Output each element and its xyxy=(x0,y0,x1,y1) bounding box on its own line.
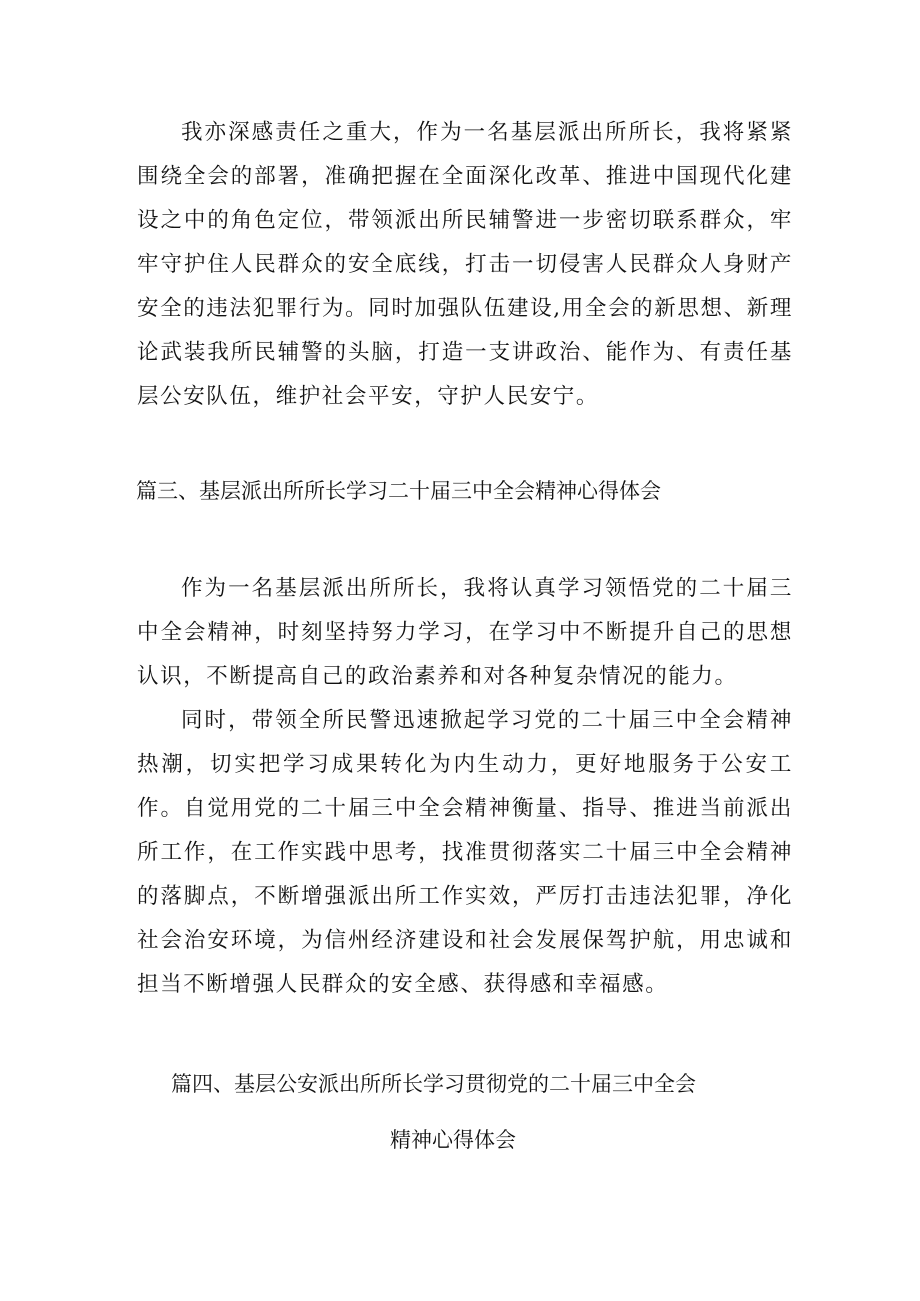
section-heading-4-line-1: 篇四、基层公安派出所所长学习贯彻党的二十届三中全会 xyxy=(171,1072,696,1096)
body-paragraph: 同时，带领全所民警迅速掀起学习党的二十届三中全会精神热潮，切实把学习成果转化为内生动力，更好地服务于公安工作。自觉用党的二十届三中全会精神衡量、指导、推进当前派出所工作，在工作实践中思考，找准贯彻落实二十届三中全会精神的落脚点，不断增强派出所工作实效，严厉打击违法犯罪，净化社会治安环境，为信州经济建设和社会发展保驾护航，用忠诚和担当不断增强人民群众的安全感、获得感和幸福感。 xyxy=(137,708,793,997)
body-paragraph: 我亦深感责任之重大，作为一名基层派出所所长，我将紧紧围绕全会的部署，准确把握在全面深化改革、推进中国现代化建设之中的角色定位，带领派出所民辅警进一步密切联系群众，牢牢守护住人民群众的安全底线，打击一切侵害人民群众人身财产安全的违法犯罪行为。同时加强队伍建设,用全会的新思想、新理论武装我所民辅警的头脑，打造一支讲政治、能作为、有责任基层公安队伍，维护社会平安，守护人民安宁。 xyxy=(137,120,793,409)
section-heading-3: 篇三、基层派出所所长学习二十届三中全会精神心得体会 xyxy=(136,479,661,503)
body-paragraph: 作为一名基层派出所所长，我将认真学习领悟党的二十届三中全会精神，时刻坚持努力学习，在学习中不断提升自己的思想认识，不断提高自己的政治素养和对各种复杂情况的能力。 xyxy=(137,576,793,689)
section-heading-4-line-2: 精神心得体会 xyxy=(390,1128,516,1152)
